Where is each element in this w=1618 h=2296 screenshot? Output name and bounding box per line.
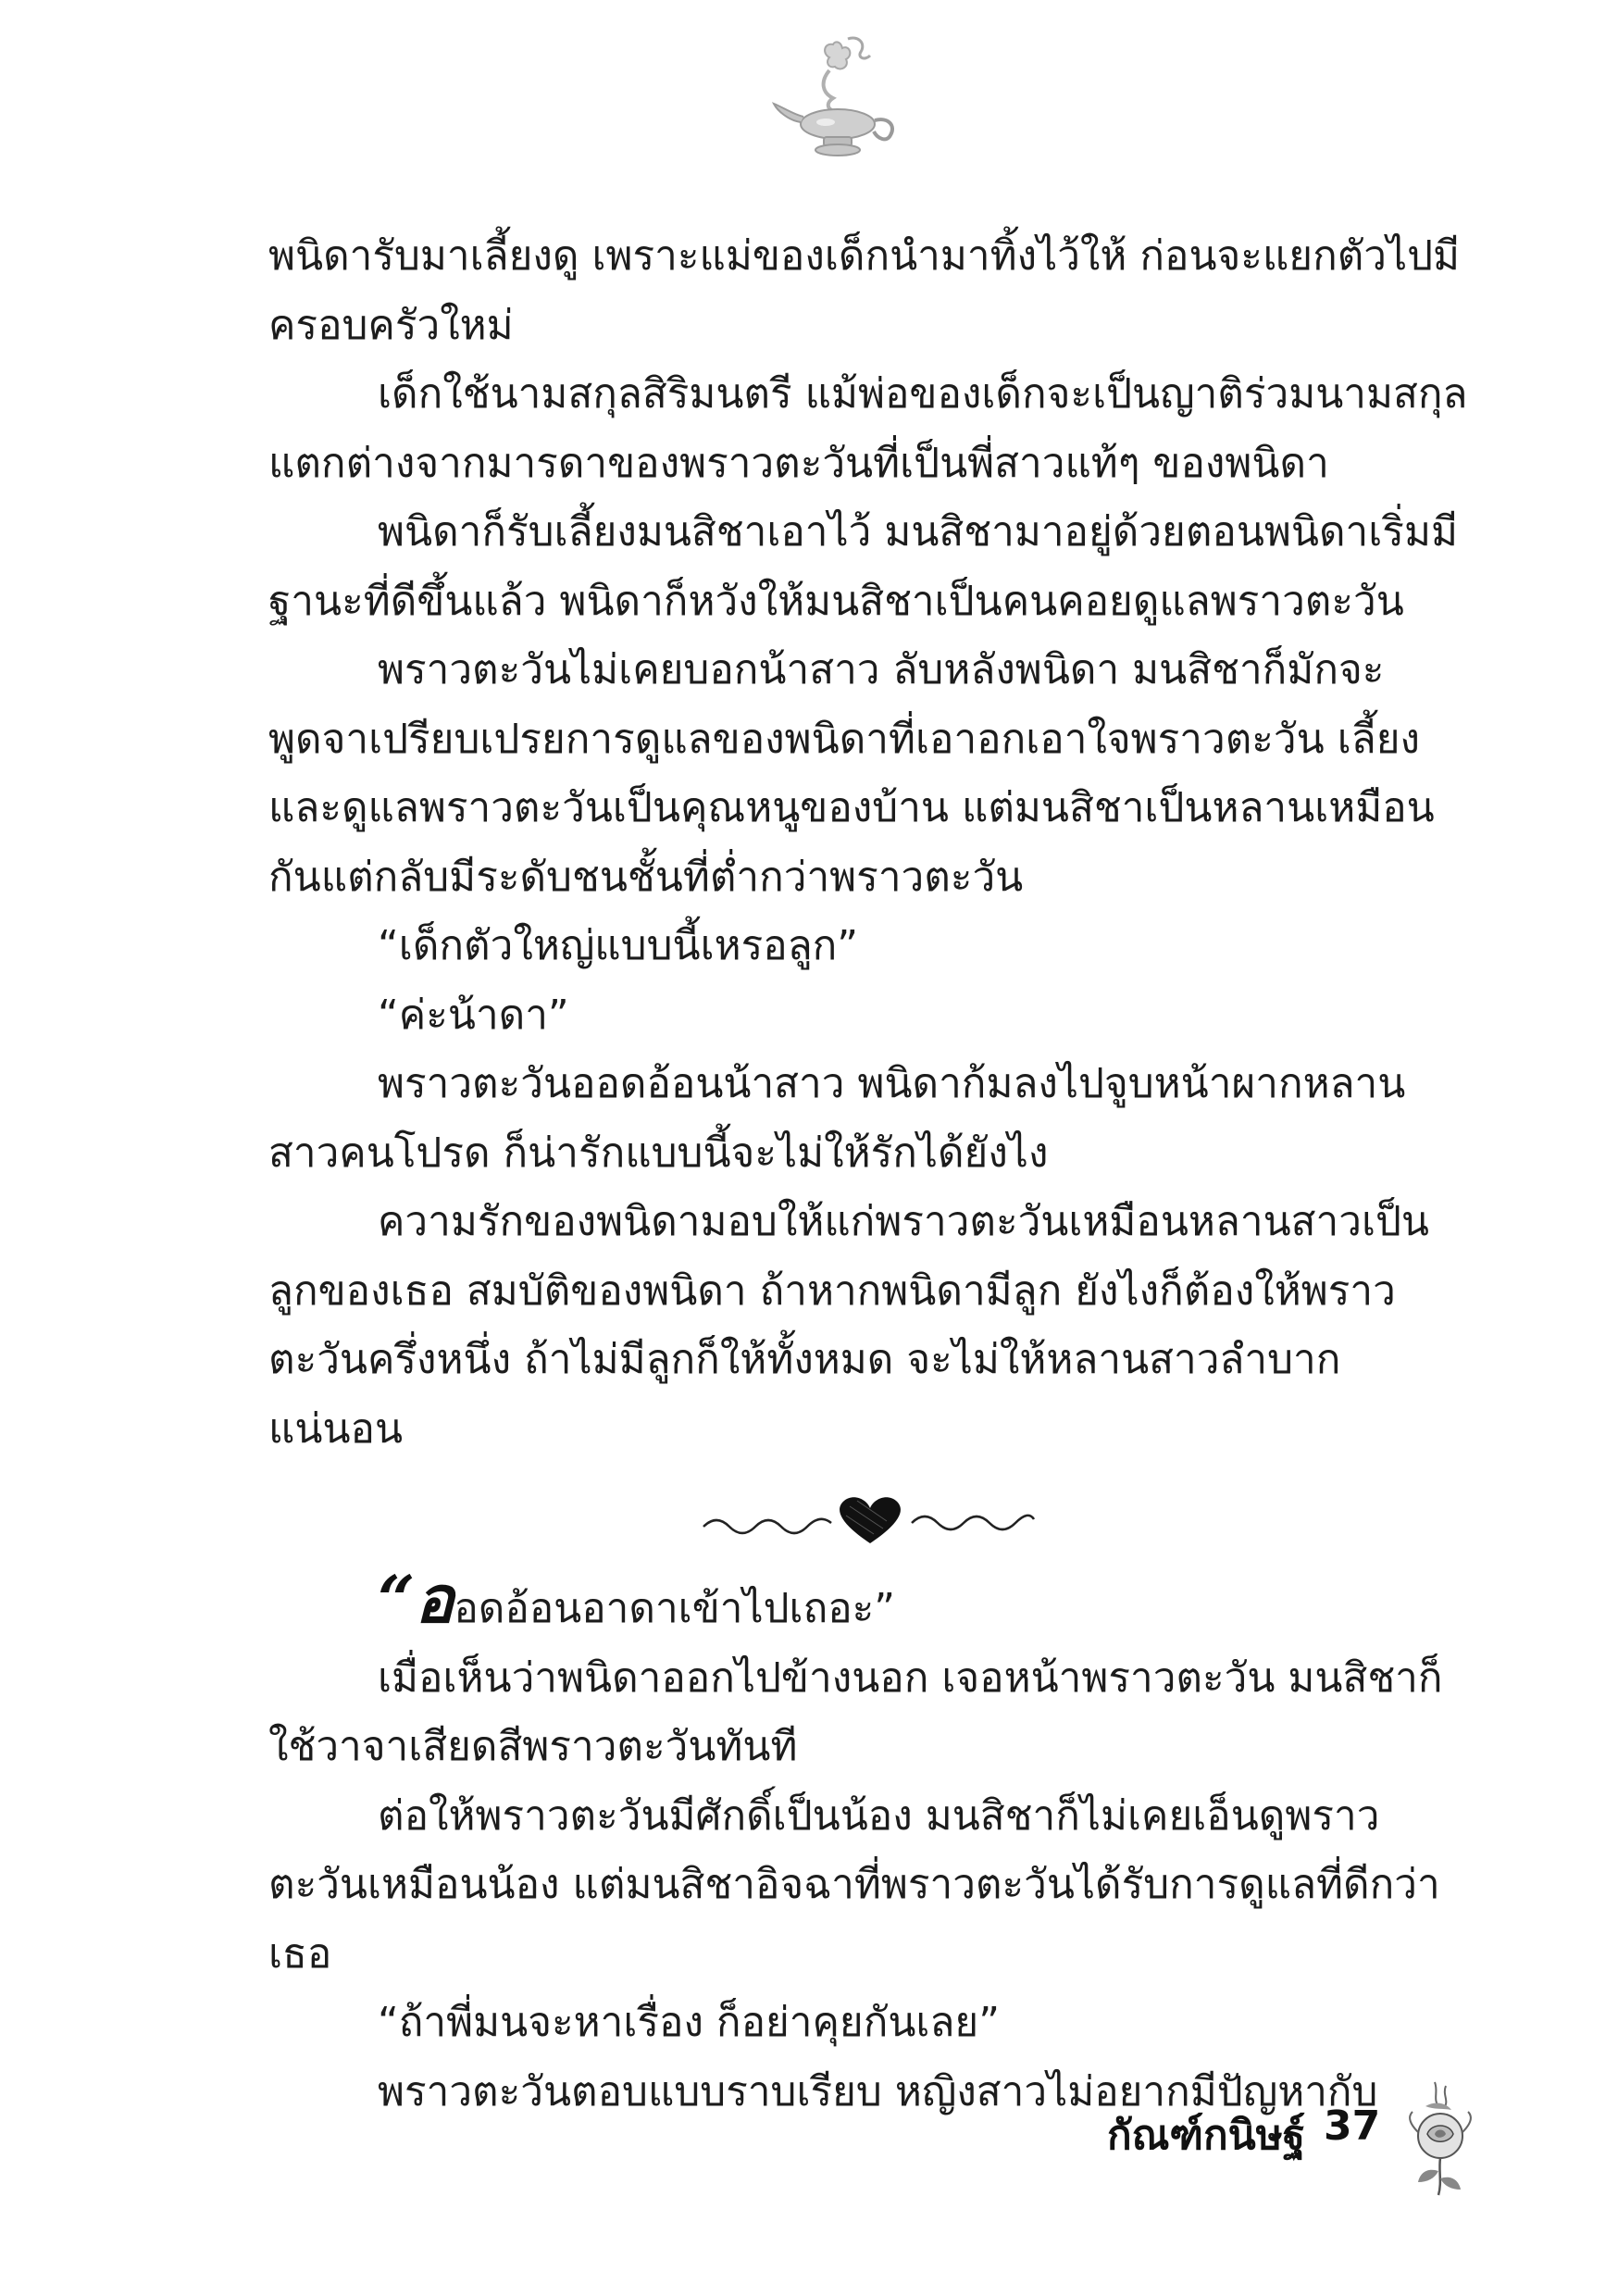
dialogue-line: “เด็กตัวใหญ่แบบนี้เหรอลูก”: [378, 922, 859, 969]
dialogue-line: “ค่ะน้าดา”: [378, 991, 569, 1039]
heart-divider-icon: [694, 1490, 1046, 1554]
paragraph: พนิดาก็รับเลี้ยงมนสิชาเอาไว้ มนสิชามาอยู่ด้วยตอนพนิดาเริ่มมีฐานะที่ดีขึ้นแล้ว พนิดาก็หวังให้มนสิชาเป็นคนคอยดูแลพราวตะวัน: [268, 508, 1458, 625]
dialogue-line: [268, 1561, 1472, 1644]
rose-icon: [1398, 2078, 1481, 2199]
page-number: 37: [1324, 2103, 1381, 2150]
paragraph: พนิดารับมาเลี้ยงดู เพราะแม่ของเด็กนำมาทิ้งไว้ให้ ก่อนจะแยกตัวไปมีครอบครัวใหม่: [268, 232, 1461, 349]
paragraph: เมื่อเห็นว่าพนิดาออกไปข้างนอก เจอหน้าพราวตะวัน มนสิชาก็ใช้วาจาเสียดสีพราวตะวันทันที: [268, 1653, 1443, 1770]
section-divider: [268, 1464, 1472, 1567]
dialogue-text: อดอ้อนอาดาเข้าไปเถอะ”: [454, 1585, 896, 1632]
paragraph: พราวตะวันไม่เคยบอกน้าสาว ลับหลังพนิดา มนสิชาก็มักจะพูดจาเปรียบเปรยการดูแลของพนิดาที่เอาอกเอาใจพราวตะวัน เลี้ยงและดูแลพราวตะวันเป็นคุณหนูของบ้าน แต่มนสิชาเป็นหลานเหมือนกันแต่กลับมีระดับชนชั้นที่ต่ำกว่าพราวตะวัน: [268, 646, 1435, 901]
page-footer: [1055, 2078, 1490, 2208]
paragraph: ความรักของพนิดามอบให้แก่พราวตะวันเหมือนหลานสาวเป็นลูกของเธอ สมบัติของพนิดา ถ้าหากพนิดามีลูก ยังไงก็ต้องให้พราวตะวันครึ่งหนึ่ง ถ้าไม่มีลูกก็ให้ทั้งหมด จะไม่ให้หลานสาวลำบากแน่นอน: [268, 1198, 1429, 1453]
paragraph: พราวตะวันตอบแบบราบเรียบ หญิงสาวไม่อยากมีปัญหากับ: [378, 2067, 1378, 2115]
paragraph: พราวตะวันออดอ้อนน้าสาว พนิดาก้มลงไปจูบหน้าผากหลานสาวคนโปรด ก็น่ารักแบบนี้จะไม่ให้รักได้ยังไง: [268, 1060, 1406, 1177]
paragraph: เด็กใช้นามสกุลสิริมนตรี แม้พ่อของเด็กจะเป็นญาติร่วมนามสกุลแตกต่างจากมารดาของพราวตะวันที่เป็นพี่สาวแท้ๆ ของพนิดา: [268, 370, 1468, 487]
dialogue-line: “ถ้าพี่มนจะหาเรื่อง ก็อย่าคุยกันเลย”: [378, 1999, 1000, 2046]
paragraph: ต่อให้พราวตะวันมีศักดิ์เป็นน้อง มนสิชาก็ไม่เคยเอ็นดูพราวตะวันเหมือนน้อง แต่มนสิชาอิจฉาที่พราวตะวันได้รับการดูแลที่ดีกว่าเธอ: [268, 1791, 1440, 1978]
chapter-text: [268, 222, 1472, 2127]
genie-lamp-icon: [768, 33, 907, 163]
drop-cap: “อ: [378, 1561, 454, 1638]
author-name: กัณฑ์กนิษฐ์: [1107, 2112, 1305, 2159]
